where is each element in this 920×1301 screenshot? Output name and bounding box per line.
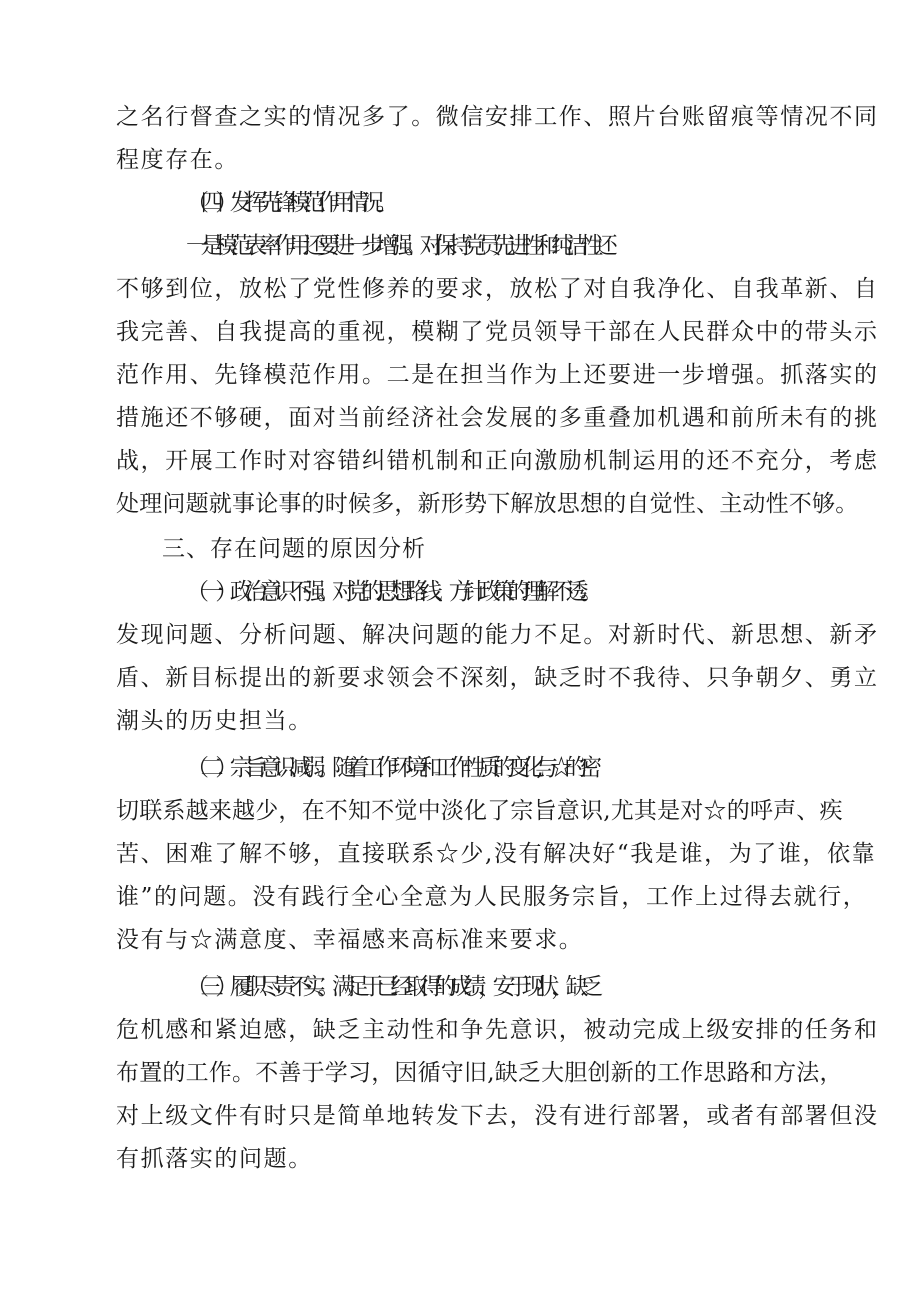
paragraph-line: 切联系越来越少，在不知不觉中淡化了宗旨意识,尤其是对☆的呼声、疾	[116, 798, 843, 824]
paragraph-line: 不够到位，放松了党性修养的要求，放松了对自我净化、自我革新、自	[116, 276, 879, 302]
paragraph-line: 布置的工作。不善于学习，因循守旧,缺乏大胆创新的工作思路和方法，	[116, 1060, 843, 1086]
paragraph-line: 潮头的历史担当。	[116, 708, 313, 734]
paragraph-line: 苦、困难了解不够，直接联系☆少,没有解决好“我是谁，为了谁，依靠	[116, 841, 877, 867]
section-subheading: （四）发挥先锋模范作用情况。	[186, 190, 391, 216]
paragraph-line: 盾、新目标提出的新要求领会不深刻，缺乏时不我待、只争朝夕、勇立	[116, 665, 879, 691]
section-subheading: （一）政治意识不强。对党的思想路线、方针政策的理解不透。	[186, 579, 595, 605]
paragraph-line: 发现问题、分析问题、解决问题的能力不足。对新时代、新思想、新矛	[116, 622, 879, 648]
paragraph-line: 没有与☆满意度、幸福感来高标准来要求。	[116, 927, 584, 953]
paragraph-line: 谁”的问题。没有践行全心全意为人民服务宗旨，工作上过得去就行，	[116, 884, 868, 910]
paragraph-line: 程度存在。	[116, 147, 239, 173]
paragraph-line: 处理问题就事论事的时候多，新形势下解放思想的自觉性、主动性不够。	[116, 491, 859, 517]
section-subheading: （二）宗旨意识减弱。随着工作环境和工作性质的变化,与☆的密	[186, 755, 594, 781]
paragraph-line: 范作用、先锋模范作用。二是在担当作为上还要进一步增强。抓落实的	[116, 362, 879, 388]
paragraph-line: 我完善、自我提高的重视，模糊了党员领导干部在人民群众中的带头示	[116, 319, 879, 345]
paragraph-line: 对上级文件有时只是简单地转发下去，没有进行部署，或者有部署但没	[116, 1103, 879, 1129]
paragraph-line: 措施还不够硬，面对当前经济社会发展的多重叠加机遇和前所未有的挑	[116, 405, 879, 431]
section-subheading: （三）履职尽责不实。满足于已经取得的成绩，安于现状，缺乏	[186, 974, 595, 1000]
paragraph-line: 之名行督查之实的情况多了。微信安排工作、照片台账留痕等情况不同	[116, 104, 879, 130]
section-heading: 三、存在问题的原因分析	[162, 536, 426, 562]
paragraph-line: 危机感和紧迫感，缺乏主动性和争先意识，被动完成上级安排的任务和	[116, 1017, 879, 1043]
paragraph-line: 一是模范表率作用还要进一步增强。对保持党员先进性和纯洁性还	[186, 233, 610, 259]
paragraph-line: 有抓落实的问题。	[116, 1146, 313, 1172]
paragraph-line: 战，开展工作时对容错纠错机制和正向激励机制运用的还不充分，考虑	[116, 448, 879, 474]
